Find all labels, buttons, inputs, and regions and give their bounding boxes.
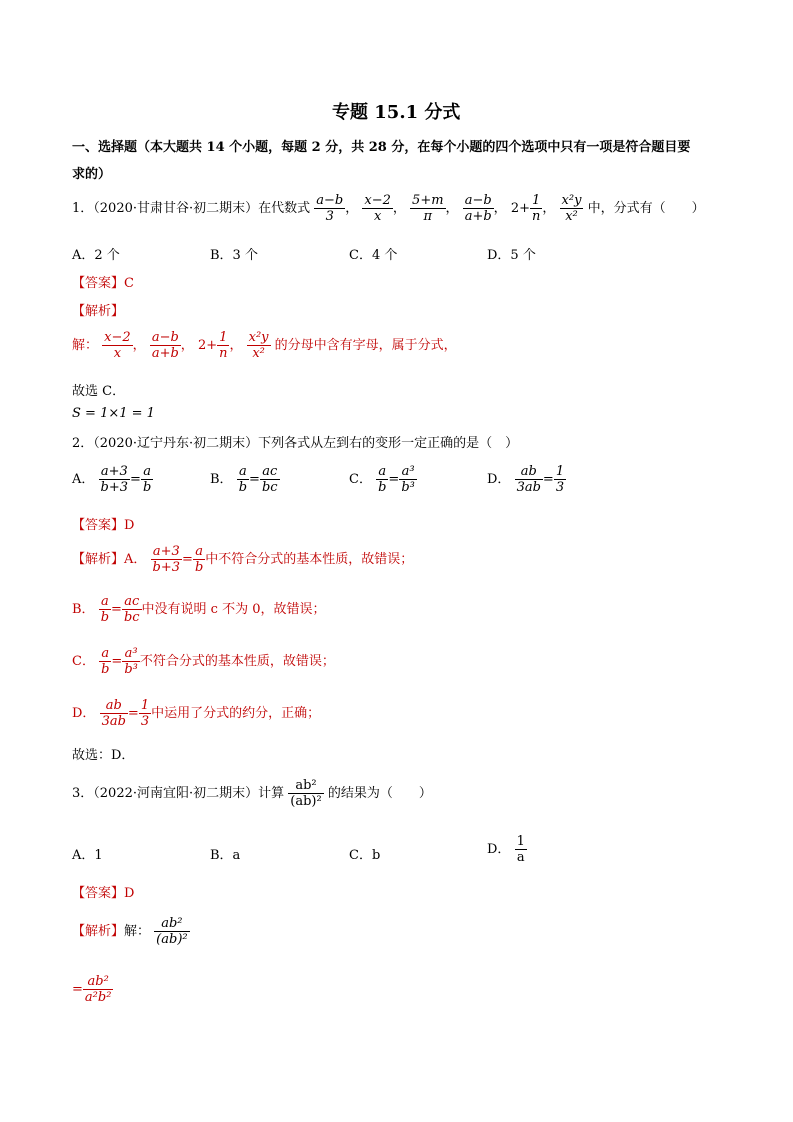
- q1-sol-frac-3: $\frac{1}{n}$: [219, 330, 228, 361]
- q2-conclusion: 故选：D．: [72, 748, 135, 763]
- q2-option-c: C． $\frac{a}{b}$ = $\frac{\text{a³}}{\text{b³}}$: [349, 464, 415, 495]
- section-header-line1: 一、选择题（本大题共 14 个小题，每题 2 分，共 28 分，在每个小题的四个选项中只有一项是符合题目要: [72, 140, 691, 155]
- q3-option-d: D． $\frac{1}{a}$: [487, 834, 525, 865]
- q1-analysis-label: 【解析】: [72, 304, 125, 319]
- q2-analysis-b: B． $\frac{a}{b}$ = $\frac{ac}{bc}$ 中没有说明 c 不为 0，故错误；: [72, 594, 326, 625]
- section-header-line2: 求的）: [72, 167, 112, 182]
- q1-option-a: A．2 个: [72, 248, 120, 263]
- q1-option-b: B．3 个: [210, 248, 258, 263]
- q2-analysis-c: C． $\frac{a}{b}$ = $\frac{\text{a³}}{\text{b³}}$ 不符合分式的基本性质，故错误；: [72, 646, 335, 677]
- q1-frac-1: $\frac{a-b}{3}$: [316, 193, 344, 224]
- q1-solution: 解： $\frac{x-2}{x}$ ， $\frac{a-b}{a+b}$ ， 2+ $\frac{1}{n}$ ， $\frac{\text{x²y}}{\text{x²}}$ 的分母中含有字母，属于分式，: [72, 330, 457, 361]
- q3-option-b: B．a: [210, 848, 241, 863]
- question-3: 3．（2022·河南宜阳·初二期末）计算 $\frac{\text{ab²}}{\text{(ab)²}}$ 的结果为（ ）: [72, 778, 432, 809]
- q2-analysis-a: 【解析】A． $\frac{a+3}{b+3}$ = $\frac{a}{b}$ 中不符合分式的基本性质，故错误；: [72, 544, 414, 575]
- q2-analysis-d: D． $\frac{ab}{3ab}$ = $\frac{1}{3}$ 中运用了分式的约分，正确；: [72, 698, 321, 729]
- q3-fraction: $\frac{\text{ab²}}{\text{(ab)²}}$: [290, 778, 322, 809]
- q1-answer: 【答案】C: [72, 276, 134, 291]
- q2-option-d: D． $\frac{ab}{3ab}$ = $\frac{1}{3}$: [487, 464, 565, 495]
- q1-conclusion: 故选 C．: [72, 384, 126, 399]
- q1-option-c: C．4 个: [349, 248, 398, 263]
- q2-option-b: B． $\frac{a}{b}$ = $\frac{ac}{bc}$: [210, 464, 278, 495]
- q1-frac-5: $\frac{1}{n}$: [532, 193, 541, 224]
- q3-option-c: C．b: [349, 848, 381, 863]
- q1-mixed-whole: 2+: [510, 201, 530, 216]
- q1-sol-frac-2: $\frac{a-b}{a+b}$: [151, 330, 179, 361]
- q1-sol-frac-1: $\frac{x-2}{x}$: [104, 330, 131, 361]
- q1-option-d: D．5 个: [487, 248, 536, 263]
- q2-option-a: A． $\frac{a+3}{b+3}$ = $\frac{a}{b}$: [72, 464, 152, 495]
- q3-step: = $\frac{\text{ab²}}{\text{a²b²}}$: [72, 974, 112, 1005]
- q1-frac-4: $\frac{a-b}{a+b}$: [464, 193, 492, 224]
- question-2: 2．（2020·辽宁丹东·初二期末）下列各式从左到右的变形一定正确的是（ ）: [72, 436, 519, 451]
- q1-frac-2: $\frac{x-2}{x}$: [364, 193, 391, 224]
- q1-frac-3: $\frac{5+m}{\pi}$: [412, 193, 444, 224]
- q1-sol-frac-4: $\frac{\text{x²y}}{\text{x²}}$: [248, 330, 269, 361]
- q1-frac-6: $\frac{\text{x²y}}{\text{x²}}$: [561, 193, 582, 224]
- question-1: 1．（2020·甘肃甘谷·初二期末）在代数式 $\frac{a-b}{3}$ ， $\frac{x-2}{x}$ ， $\frac{5+m}{\pi}$ ， $\frac{a-b}{a+b}$ ， 2+ $\frac{1}{n}$ ， $\frac{\text{x²y}}{\text{x²}}$ 中，分式有（ ）: [72, 193, 705, 224]
- q3-answer: 【答案】D: [72, 886, 135, 901]
- q2-answer: 【答案】D: [72, 518, 135, 533]
- q1-extra-formula: S = 1×1 = 1: [72, 406, 155, 421]
- q1-suffix: 中，分式有（ ）: [587, 201, 705, 216]
- page-title: 专题 15.1 分式: [332, 102, 461, 123]
- q1-prefix: 1．（2020·甘肃甘谷·初二期末）在代数式: [72, 201, 311, 216]
- q3-option-a: A．1: [72, 848, 103, 863]
- q3-analysis: 【解析】解： $\frac{\text{ab²}}{\text{(ab)²}}$: [72, 916, 188, 947]
